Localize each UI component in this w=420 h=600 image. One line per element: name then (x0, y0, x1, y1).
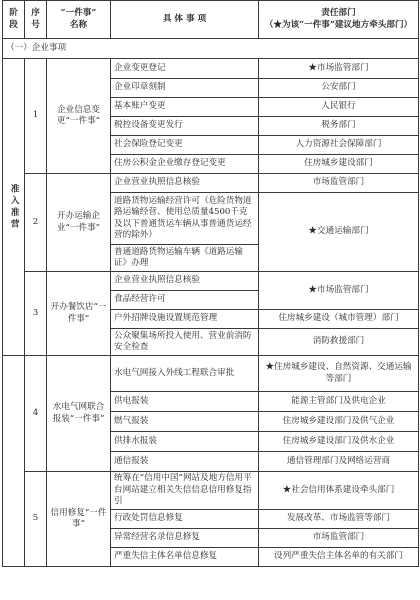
service-table (2, 0, 419, 567)
item-cell: 企业印章刻制 (111, 79, 259, 98)
dept-cell: 通信管理部门及网络运营商 (259, 452, 419, 472)
dept-cell: 公安部门 (259, 79, 419, 98)
header-name (47, 1, 111, 39)
dept-cell: 住房城乡建设（城市管理）部门 (259, 310, 419, 329)
stage-label: 准入准营 (9, 183, 20, 231)
dept-cell: 住房城乡建设部门及供气企业 (259, 412, 419, 432)
seq-cell: 5 (25, 472, 47, 567)
dept-cell: 税务部门 (259, 117, 419, 136)
item-cell: 行政处罚信息修复 (111, 510, 259, 529)
item-cell: 严重失信主体名单信息修复 (111, 548, 259, 567)
dept-cell: 设列严重失信主体名单的有关部门 (259, 548, 419, 567)
header-dept-line2: （★为该“一件事”建议地方牵头部门） (264, 19, 413, 30)
header-name-line1: “一件事” (60, 8, 97, 19)
table-row (3, 272, 419, 291)
item-cell: 供排水报装 (111, 432, 259, 452)
header-dept (259, 1, 419, 39)
item-cell: 普通道路货物运输车辆《道路运输证》办理 (111, 245, 259, 272)
header-seq: 序号 (25, 1, 47, 39)
table-row (3, 472, 419, 510)
document-page (2, 0, 418, 600)
item-cell: 企业变更登记 (111, 59, 259, 79)
item-cell: 异常经营名录信息修复 (111, 529, 259, 548)
dept-cell: ★交通运输部门 (259, 193, 419, 272)
dept-cell: ★社会信用体系建设牵头部门 (259, 472, 419, 510)
item-cell: 企业营业执照信息核验 (111, 272, 259, 291)
section-title: （一）企业事项 (3, 39, 419, 59)
item-cell: 燃气报装 (111, 412, 259, 432)
seq-cell: 4 (25, 356, 47, 472)
table-header-row (3, 1, 419, 39)
dept-cell: ★市场监管部门 (259, 59, 419, 79)
dept-cell: 住房城乡建设部门 (259, 155, 419, 174)
dept-cell: 发展改革、市场监管等部门 (259, 510, 419, 529)
stage-cell (3, 59, 25, 356)
item-cell: 基本账户变更 (111, 98, 259, 117)
dept-cell: 人力资源社会保障部门 (259, 136, 419, 155)
item-cell: 社会保险登记变更 (111, 136, 259, 155)
section-row (3, 39, 419, 59)
header-stage: 阶段 (3, 1, 25, 39)
item-cell: 公众聚集场所投入使用、营业前消防安全检查 (111, 329, 259, 356)
item-cell: 水电气网接入外线工程联合审批 (111, 356, 259, 392)
dept-cell: 住房城乡建设部门及供水企业 (259, 432, 419, 452)
table-row (3, 356, 419, 392)
item-cell: 企业营业执照信息核验 (111, 174, 259, 193)
item-cell: 食品经营许可 (111, 291, 259, 310)
item-cell: 税控设备变更发行 (111, 117, 259, 136)
dept-cell: 能源主管部门及供电企业 (259, 392, 419, 412)
dept-cell: 市场监管部门 (259, 529, 419, 548)
item-cell: 统筹在“信用中国”网站及地方信用平台网站建立相关失信信息信用修复指引 (111, 472, 259, 510)
table-row (3, 174, 419, 193)
event-name-cell: 水电气网联合报装“一件事” (47, 356, 111, 472)
dept-cell: ★住房城乡建设、自然资源、交通运输等部门 (259, 356, 419, 392)
dept-cell: 人民银行 (259, 98, 419, 117)
item-cell: 通信报装 (111, 452, 259, 472)
item-cell: 住房公积金企业缴存登记变更 (111, 155, 259, 174)
header-name-line2: 名称 (69, 19, 88, 30)
dept-cell: 消防救援部门 (259, 329, 419, 356)
item-cell: 道路货物运输经营许可（危险货物道路运输经营、使用总质量4500千克及以下普通货运车辆从事普通货运经营的除外） (111, 193, 259, 245)
seq-cell: 1 (25, 59, 47, 174)
seq-cell: 2 (25, 174, 47, 272)
event-name-cell: 开办餐饮店“一件事” (47, 272, 111, 356)
event-name-cell: 开办运输企业“一件事” (47, 174, 111, 272)
stage-cell-continued (3, 356, 25, 567)
item-cell: 供电报装 (111, 392, 259, 412)
header-dept-line1: 责任部门 (321, 8, 356, 19)
header-items: 具 体 事 项 (111, 1, 259, 39)
dept-cell: ★市场监管部门 (259, 272, 419, 310)
dept-cell: 市场监管部门 (259, 174, 419, 193)
item-cell: 户外招牌设施设置规范管理 (111, 310, 259, 329)
seq-cell: 3 (25, 272, 47, 356)
event-name-cell: 企业信息变更“一件事” (47, 59, 111, 174)
event-name-cell: 信用修复“一件事” (47, 472, 111, 567)
table-row (3, 59, 419, 79)
